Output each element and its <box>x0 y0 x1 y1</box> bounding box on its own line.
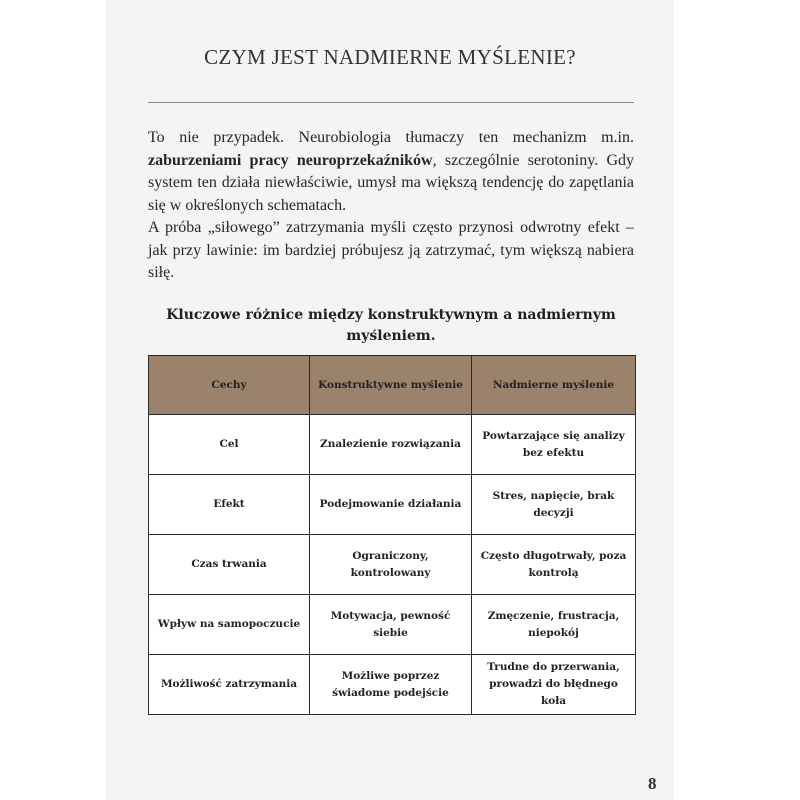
table-cell: Znalezienie rozwiązania <box>310 415 472 475</box>
header-features: Cechy <box>149 356 310 415</box>
table-cell: Możliwe poprzez świadome podejście <box>310 655 472 715</box>
table-cell: Ograniczony, kontrolowany <box>310 535 472 595</box>
table-caption: Kluczowe różnice między konstruktywnym a nadmiernym myśleniem. <box>166 307 616 344</box>
table-row <box>149 595 636 655</box>
table-cell: Powtarzające się analizy bez efektu <box>472 415 636 475</box>
table-cell: Czas trwania <box>149 535 310 595</box>
table-cell: Efekt <box>149 475 310 535</box>
table-cell: Zmęczenie, frustracja, niepokój <box>472 595 636 655</box>
page-title: CZYM JEST NADMIERNE MYŚLENIE? <box>204 45 576 69</box>
table-cell: Często długotrwały, poza kontrolą <box>472 535 636 595</box>
table-cell: Motywacja, pewność siebie <box>310 595 472 655</box>
header-constructive: Konstruktywne myślenie <box>310 356 472 415</box>
table-row <box>149 415 636 475</box>
body-text <box>148 127 634 285</box>
paragraph-1 <box>148 127 634 217</box>
table-cell: Możliwość zatrzymania <box>149 655 310 715</box>
table-cell: Trudne do przerwania, prowadzi do błędnego koła <box>472 655 636 715</box>
table-row <box>149 475 636 535</box>
table-row <box>149 655 636 715</box>
header-excessive: Nadmierne myślenie <box>472 356 636 415</box>
title-divider <box>148 102 634 103</box>
paragraph-1-start: To nie przypadek. Neurobiologia tłumaczy ten mechanizm m.in. <box>148 129 634 146</box>
table-cell: Cel <box>149 415 310 475</box>
table-cell: Podejmowanie działania <box>310 475 472 535</box>
table-row <box>149 535 636 595</box>
paragraph-1-end: , szczególnie serotoniny. Gdy system ten działa niewłaściwie, umysł ma większą tendencję do zapętlania się w określonych schematach. <box>148 151 634 214</box>
paragraph-1-emphasis: zaburzeniami pracy neuroprzekaźników <box>148 151 433 169</box>
table-cell: Stres, napięcie, brak decyzji <box>472 475 636 535</box>
document-page <box>106 0 674 800</box>
page-number: 8 <box>648 774 657 793</box>
comparison-table <box>148 355 636 715</box>
paragraph-2: A próba „siłowego” zatrzymania myśli często przynosi odwrotny efekt – jak przy lawinie: im bardziej próbujesz ją zatrzymać, tym większą nabiera siłę. <box>148 219 634 281</box>
table-cell: Wpływ na samopoczucie <box>149 595 310 655</box>
table-header-row <box>149 356 636 415</box>
